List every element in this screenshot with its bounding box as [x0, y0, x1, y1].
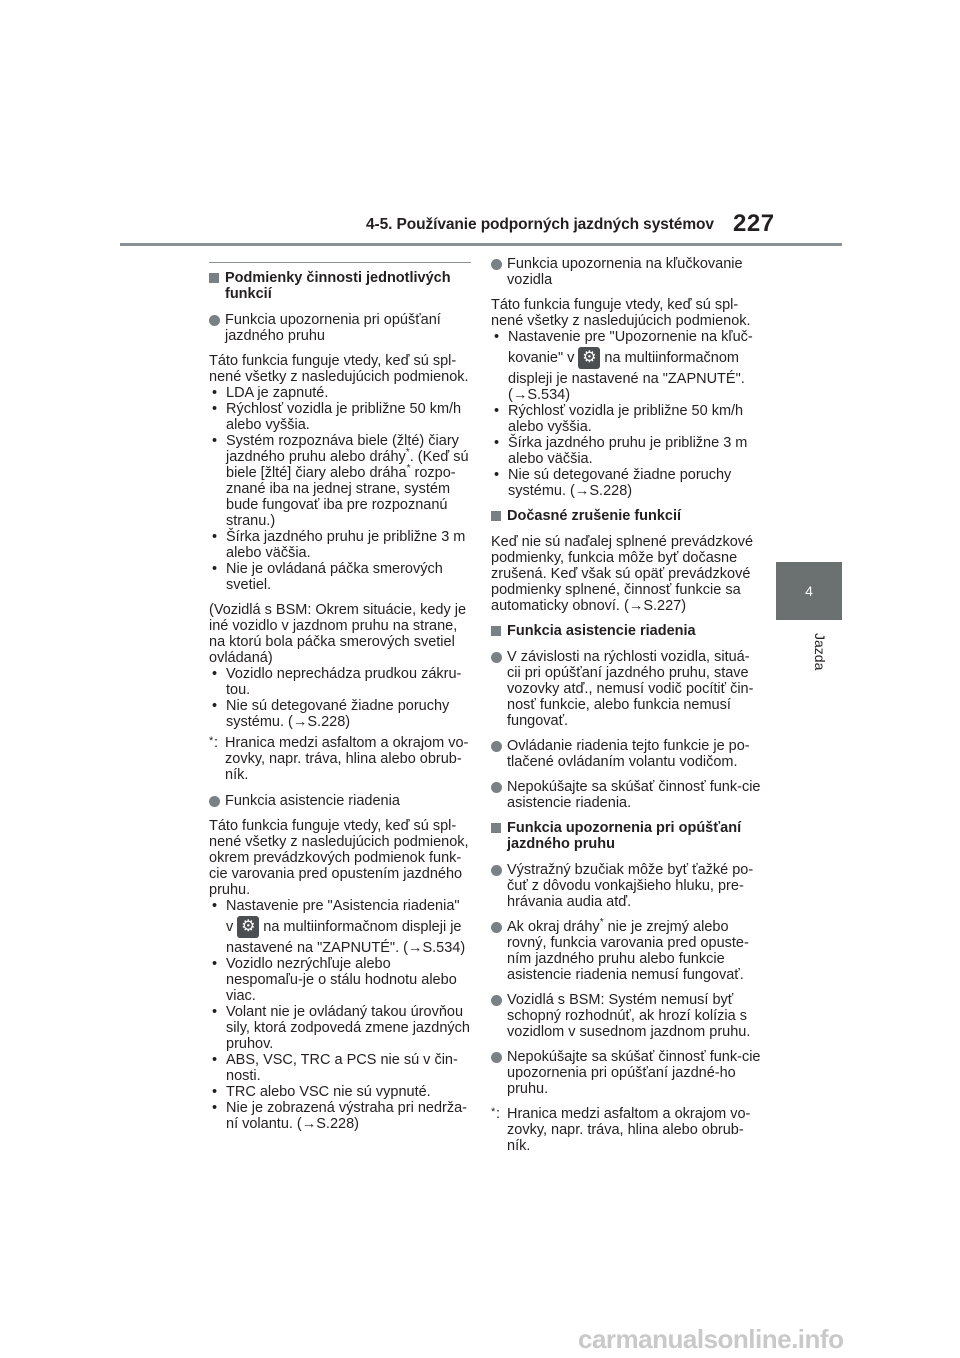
bullet-text: Nie je ovládaná páčka smerových svetiel.: [226, 561, 443, 593]
bullet-text: Nastavenie pre "Upozornenie na kľuč-: [508, 329, 753, 345]
bullet-item: • Šírka jazdného pruhu je približne 3 m alebo väčšia.: [494, 435, 748, 467]
paragraph: Táto funkcia funguje vtedy, keď sú spl-nené všetky z nasledujúcich podmienok, okrem prevádzkových podmienok funk-cie varovania pred opustením jazdného pruhu.: [209, 818, 469, 898]
footnote-text: Hranica medzi asfaltom a okrajom vo-zovky, napr. tráva, hlina alebo obrub-ník.: [225, 735, 469, 783]
circle-bullet-icon: [209, 796, 220, 807]
bullet-continuation: [209, 914, 471, 940]
note-item-text: Ak okraj dráhy: [507, 919, 600, 935]
circle-bullet-icon: [491, 741, 502, 752]
bullet-text: LDA je zapnuté.: [226, 385, 329, 401]
note-item-text: V závislosti na rýchlosti vozidla, situá-cii pri opúšťaní jazdného pruhu, stave vozovky atď., nemusí vodič pocítiť čin-nosť funkcie, alebo funkcia nemusí fungovať.: [507, 649, 754, 729]
bullet-text: . (Keď sú biele [žlté] čiary alebo dráha: [226, 449, 469, 481]
circle-bullet-icon: [209, 315, 220, 326]
bullet-text: v: [226, 919, 234, 935]
note-item: [491, 649, 761, 729]
item-heading: [209, 312, 471, 344]
circle-bullet-icon: [491, 922, 502, 933]
note-item-text: Výstražný bzučiak môže byť ťažké po-čuť z dôvodu vonkajšieho hluku, pre-hrávania audia atď.: [507, 862, 754, 910]
section-heading-text: Podmienky činnosti jednotlivých funkcií: [225, 270, 451, 302]
bullet-text: Nie je zobrazená výstraha pri nedrža-ní volantu. (→S.228): [226, 1100, 467, 1132]
left-column: [209, 262, 471, 1132]
section-heading: [491, 820, 761, 852]
section-heading: [209, 270, 471, 302]
footnote-mark: *: [491, 1106, 496, 1118]
bullet-text: Nastavenie pre "Asistencia riadenia": [226, 898, 460, 914]
paragraph: Táto funkcia funguje vtedy, keď sú spl-nené všetky z nasledujúcich podmienok.: [209, 353, 469, 385]
chapter-tab[interactable]: 4: [776, 562, 842, 620]
bullet-item: • Nie je zobrazená výstraha pri nedrža-ní volantu. (→S.228): [212, 1100, 467, 1132]
bullet-text: kovanie" v: [508, 350, 575, 366]
section-heading-text: Funkcia asistencie riadenia: [507, 623, 696, 639]
bullet-item: • ABS, VSC, TRC a PCS nie sú v čin-nosti.: [212, 1052, 458, 1084]
circle-bullet-icon: [491, 865, 502, 876]
bullet-text: displeji je nastavené na "ZAPNUTÉ". (→S.534): [508, 371, 745, 403]
right-column: [491, 256, 761, 1164]
bullet-item: • Vozidlo nezrýchľuje alebo nespomaľu-je o stálu hodnotu alebo viac.: [212, 956, 457, 1004]
footnote: * : Hranica medzi asfaltom a okrajom vo-zovky, napr. tráva, hlina alebo obrub-ník.: [491, 1106, 751, 1154]
bullet-item: • TRC alebo VSC nie sú vypnuté.: [212, 1084, 431, 1100]
item-heading: [491, 256, 761, 288]
note-item-text: Nepokúšajte sa skúšať činnosť funk-cie asistencie riadenia.: [507, 779, 761, 811]
section-heading: [491, 508, 761, 524]
item-heading-text: Funkcia upozornenia na kľučkovanie vozidla: [507, 256, 743, 288]
bullet-item: • LDA je zapnuté.: [212, 385, 329, 401]
bullet-item: • Nastavenie pre "Asistencia riadenia": [212, 898, 460, 914]
bullet-item: • Nie je ovládaná páčka smerových svetiel.: [212, 561, 443, 593]
bullet-continuation: [491, 345, 761, 371]
bullet-text: na multiinformačnom: [604, 350, 739, 366]
note-item: [491, 919, 761, 983]
paragraph: Keď nie sú naďalej splnené prevádzkové podmienky, funkcia môže byť dočasne zrušená. Keď však sú opäť prevádzkové podmienky splnené, činnosť funkcie sa automaticky obnoví. (→S.227): [491, 534, 754, 614]
bullet-item: • Rýchlosť vozidla je približne 50 km/h alebo vyššia.: [494, 403, 744, 435]
bullet-text: Nie sú detegované žiadne poruchy systému. (→S.228): [226, 698, 450, 730]
bullet-item: • Rýchlosť vozidla je približne 50 km/h alebo vyššia.: [212, 401, 462, 433]
note-item: [491, 779, 761, 811]
note-item-text: nie je zrejmý alebo rovný, funkcia varovania pred opuste-ním jazdného pruhu alebo funkcie asistencie riadenia nemusí fungovať.: [507, 919, 749, 983]
bullet-text: Systém rozpoznáva biele (žlté) čiary jazdného pruhu alebo dráhy: [226, 433, 459, 465]
note-item: [491, 1049, 761, 1097]
page-number: 227: [733, 210, 775, 237]
circle-bullet-icon: [491, 652, 502, 663]
footnote: * : Hranica medzi asfaltom a okrajom vo-zovky, napr. tráva, hlina alebo obrub-ník.: [209, 735, 469, 783]
section-heading: [491, 623, 761, 639]
bullet-text: Vozidlo neprechádza prudkou zákru-tou.: [226, 666, 462, 698]
square-bullet-icon: [491, 626, 501, 636]
bullet-item: • Nie sú detegované žiadne poruchy systému. (→S.228): [212, 698, 450, 730]
chapter-title: 4-5. Používanie podporných jazdných systémov: [366, 216, 714, 233]
bullet-continuation: [209, 940, 471, 956]
note-item-text: Nepokúšajte sa skúšať činnosť funk-cie upozornenia pri opúšťaní jazdné-ho pruhu.: [507, 1049, 761, 1097]
circle-bullet-icon: [491, 259, 502, 270]
bullet-text: ABS, VSC, TRC a PCS nie sú v čin-nosti.: [226, 1052, 458, 1084]
bullet-item: • Nie sú detegované žiadne poruchy systému. (→S.228): [494, 467, 732, 499]
circle-bullet-icon: [491, 995, 502, 1006]
bullet-text: rozpo-znané iba na jednej strane, systém bude fungovať iba pre rozpoznanú stranu.): [226, 465, 456, 529]
footnote-mark: *: [209, 735, 214, 747]
square-bullet-icon: [209, 273, 219, 283]
note-item: [491, 992, 761, 1040]
bullet-text: Volant nie je ovládaný takou úrovňou sily, ktorá zodpovedá zmene jazdných pruhov.: [226, 1004, 470, 1052]
item-heading-text: Funkcia asistencie riadenia: [225, 793, 400, 809]
section-heading-text: Dočasné zrušenie funkcií: [507, 508, 682, 524]
footnote-text: Hranica medzi asfaltom a okrajom vo-zovky, napr. tráva, hlina alebo obrub-ník.: [507, 1106, 751, 1154]
bullet-item: • Volant nie je ovládaný takou úrovňou sily, ktorá zodpovedá zmene jazdných pruhov.: [212, 1004, 470, 1052]
bullet-text: Nie sú detegované žiadne poruchy systému. (→S.228): [508, 467, 732, 499]
bullet-text: Vozidlo nezrýchľuje alebo nespomaľu-je o stálu hodnotu alebo viac.: [226, 956, 457, 1004]
bullet-item: • Šírka jazdného pruhu je približne 3 m alebo väčšia.: [212, 529, 466, 561]
item-heading-text: Funkcia upozornenia pri opúšťaní jazdného pruhu: [225, 312, 441, 344]
bullet-text: TRC alebo VSC nie sú vypnuté.: [226, 1084, 431, 1100]
bullet-text: Šírka jazdného pruhu je približne 3 m alebo väčšia.: [508, 435, 748, 467]
bullet-continuation: [491, 371, 761, 403]
settings-gear-icon: [237, 916, 259, 938]
footnote-mark: *: [599, 917, 604, 929]
bullet-text: Rýchlosť vozidla je približne 50 km/h alebo vyššia.: [226, 401, 462, 433]
note-item: [491, 862, 761, 910]
paragraph: (Vozidlá s BSM: Okrem situácie, kedy je iné vozidlo v jazdnom pruhu na strane, na ktorú bola páčka smerových svetiel ovládaná): [209, 602, 467, 666]
section-heading-text: Funkcia upozornenia pri opúšťaní jazdného pruhu: [507, 820, 742, 852]
footnote-mark: *: [406, 463, 411, 475]
bullet-item: • Vozidlo neprechádza prudkou zákru-tou.: [212, 666, 462, 698]
note-item-text: Vozidlá s BSM: Systém nemusí byť schopný rozhodnúť, ak hrozí kolízia s vozidlom v susednom jazdnom pruhu.: [507, 992, 751, 1040]
bullet-text: Rýchlosť vozidla je približne 50 km/h alebo vyššia.: [508, 403, 744, 435]
watermark-logo: carmanualsonline.info: [578, 1324, 844, 1354]
square-bullet-icon: [491, 823, 501, 833]
header-divider: [120, 243, 842, 246]
bullet-text: nastavené na "ZAPNUTÉ". (→S.534): [226, 940, 466, 956]
settings-gear-icon: [578, 347, 600, 369]
bullet-text: Šírka jazdného pruhu je približne 3 m alebo väčšia.: [226, 529, 466, 561]
bullet-item: • Systém rozpoznáva biele (žlté) čiary jazdného pruhu alebo dráhy*. (Keď sú biele [žlté] čiary alebo dráha* rozpo-znané iba na jednej strane, systém bude fungovať iba pre rozpoznanú stranu.): [212, 433, 469, 529]
chapter-tab-label: Jazda: [812, 633, 828, 671]
circle-bullet-icon: [491, 782, 502, 793]
note-item: [491, 738, 761, 770]
footnote-mark: *: [405, 447, 410, 459]
item-heading: [209, 793, 471, 809]
bullet-text: na multiinformačnom displeji je: [263, 919, 462, 935]
circle-bullet-icon: [491, 1052, 502, 1063]
paragraph: Táto funkcia funguje vtedy, keď sú spl-nené všetky z nasledujúcich podmienok.: [491, 297, 751, 329]
square-bullet-icon: [491, 511, 501, 521]
bullet-item: • Nastavenie pre "Upozornenie na kľuč-: [494, 329, 753, 345]
note-item-text: Ovládanie riadenia tejto funkcie je po-tlačené ovládaním volantu vodičom.: [507, 738, 750, 770]
section-divider: [209, 262, 471, 263]
